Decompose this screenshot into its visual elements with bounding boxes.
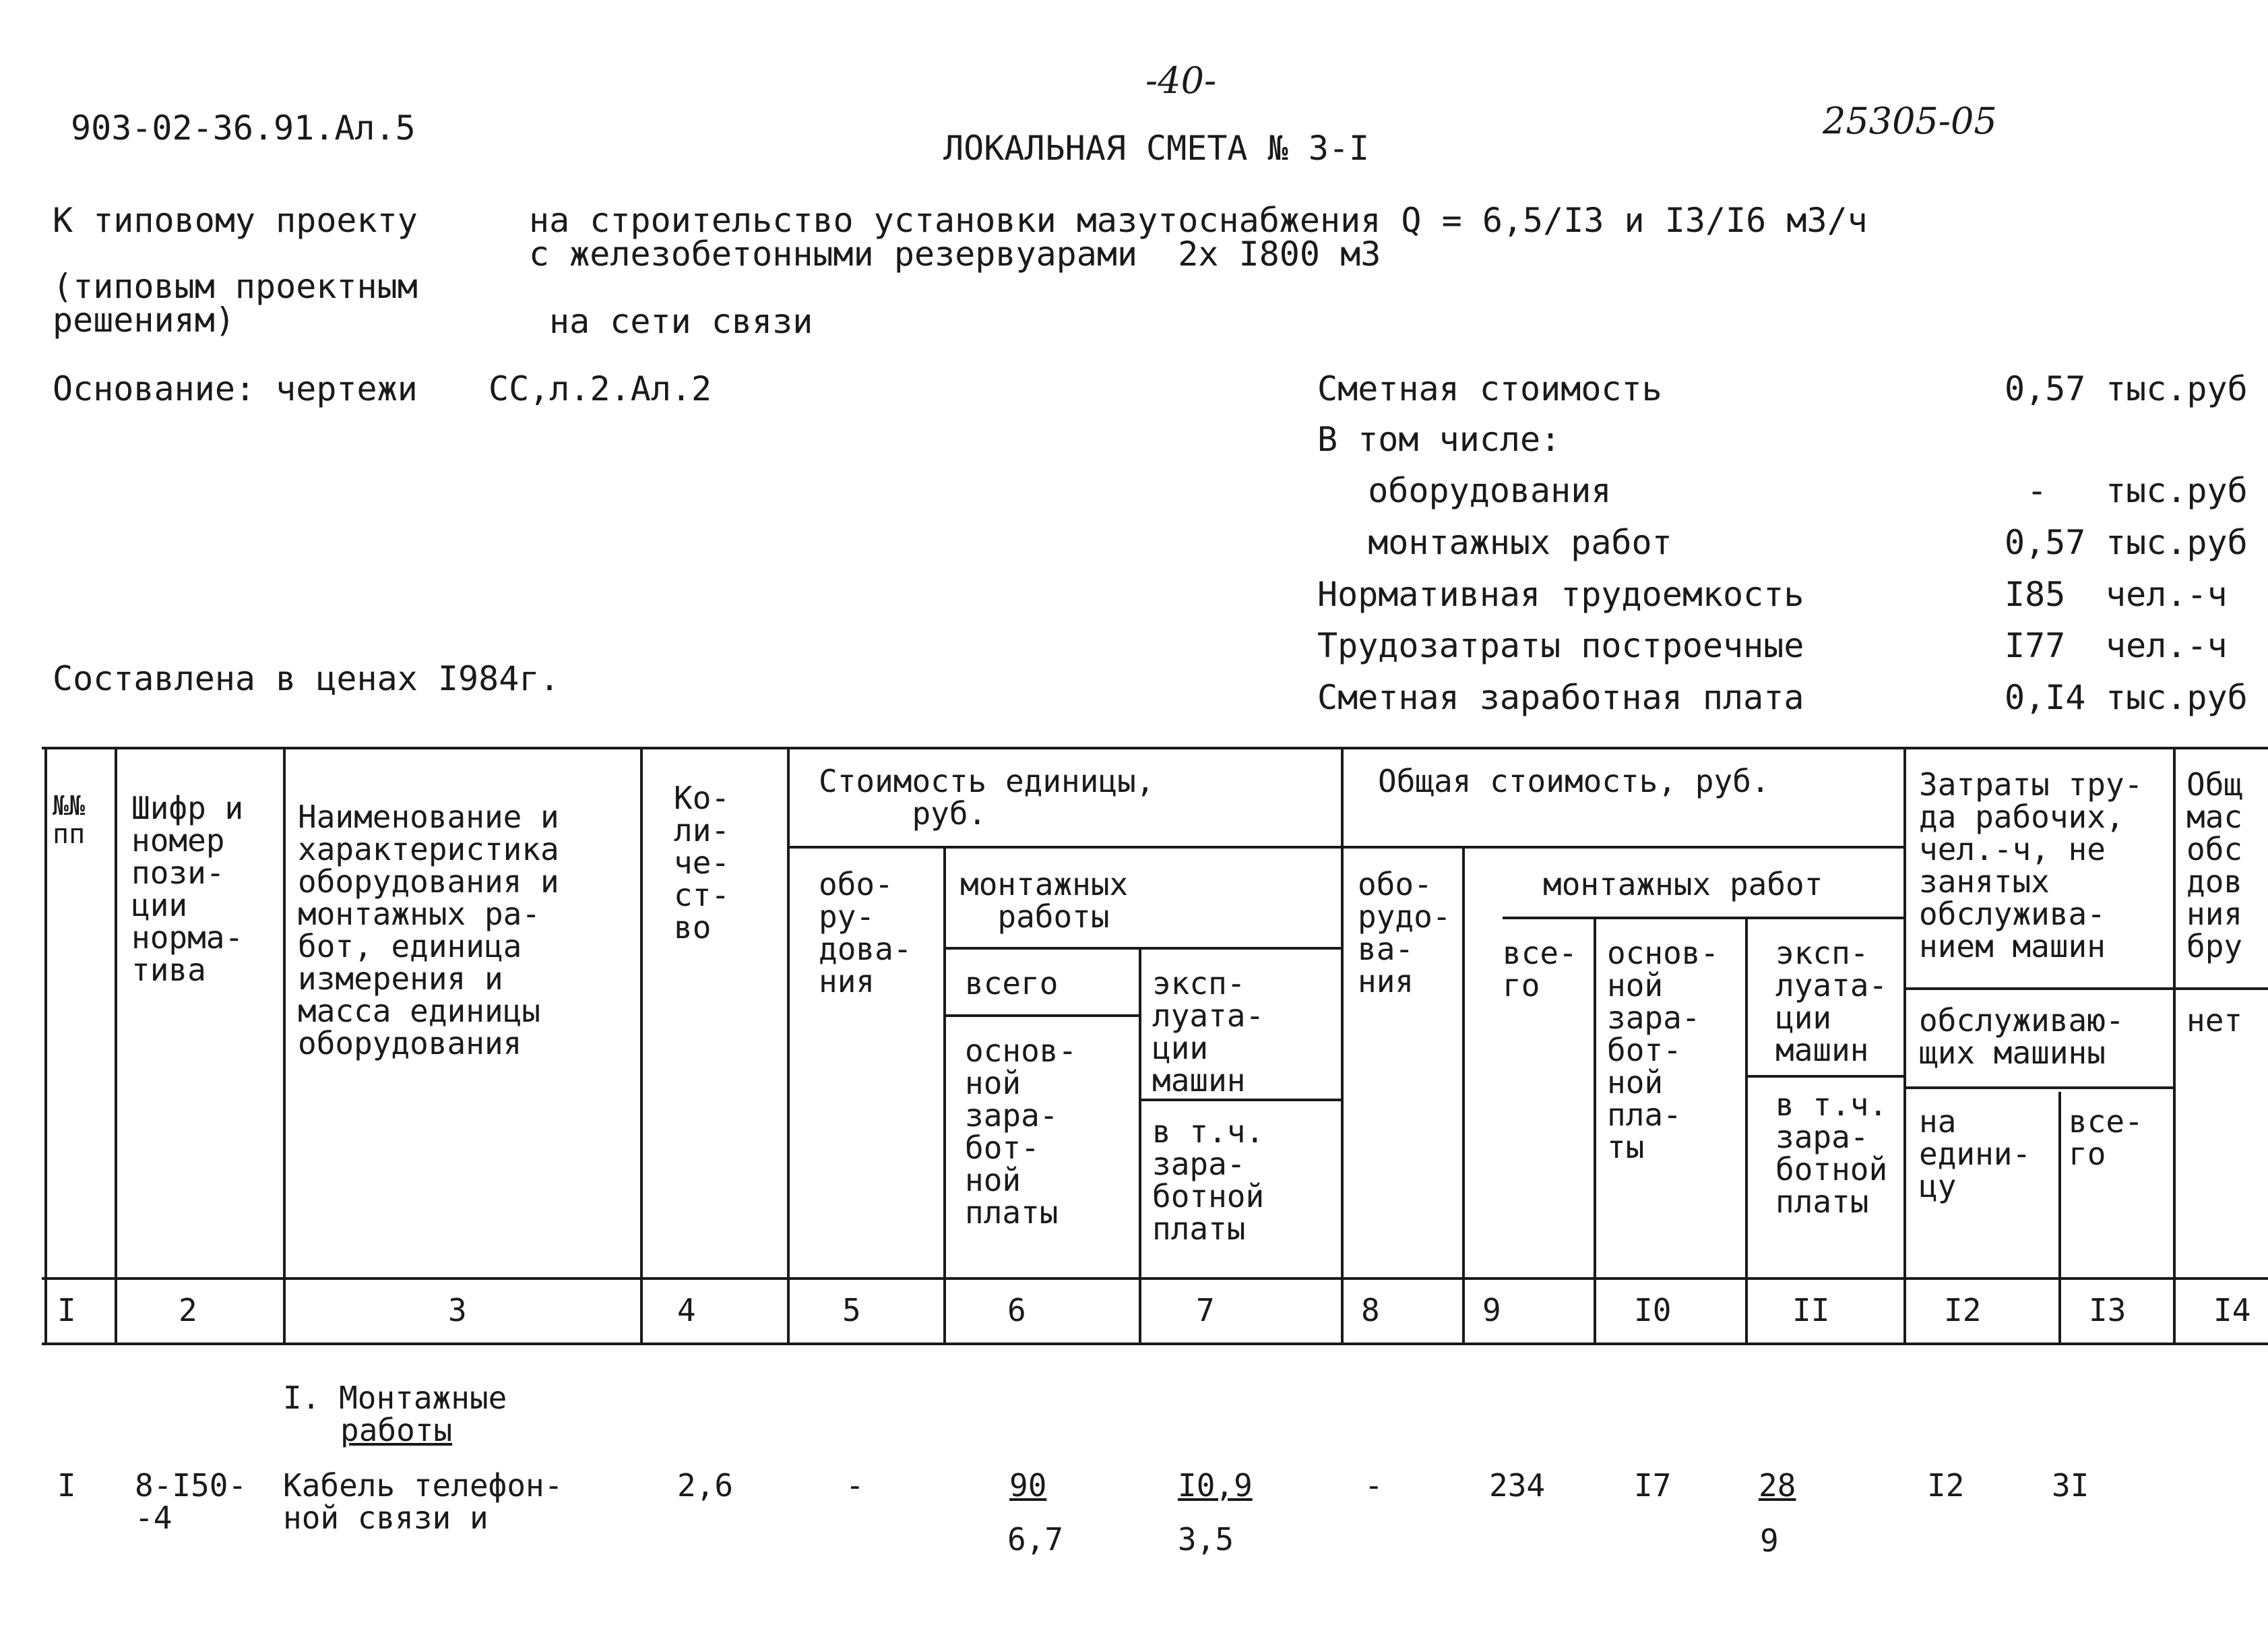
page-number: -40- [1145, 59, 1217, 102]
v-divider [44, 747, 47, 1345]
header-labor: Затраты тру- да рабочих, чел.-ч, не занятых обслужива- нием машин [1919, 766, 2143, 964]
header-c5: обо- ру- дова- ния [819, 866, 912, 999]
summary-unit: тыс.руб [2106, 523, 2248, 562]
summary-value: - [2027, 471, 2048, 510]
document-title: ЛОКАЛЬНАЯ СМЕТА № 3-I [943, 129, 1370, 168]
v-divider [1341, 747, 1344, 1345]
v-divider [1594, 917, 1596, 1345]
prices-note: Составлена в ценах I984г. [53, 659, 560, 698]
h-divider [1903, 1086, 2173, 1089]
basis-value: СС,л.2.Ал.2 [489, 369, 712, 408]
header-code: Шифр и номер пози- ции норма- тива [131, 790, 244, 988]
header-c12: на едини- цу [1919, 1103, 2031, 1204]
header-c6-bottom: основ- ной зара- бот- ной платы [965, 1033, 1077, 1231]
header-c11-top: эксп- луата- ции машин [1775, 935, 1888, 1068]
summary-value: 0,57 [2005, 523, 2086, 562]
summary-value: 0,57 [2005, 369, 2086, 408]
header-c6-top: всего [965, 965, 1059, 1002]
col-number: 5 [842, 1292, 861, 1328]
v-divider [2173, 747, 2176, 1345]
col-number: I2 [1944, 1292, 1982, 1328]
col-numbers-bottom-border [42, 1343, 2268, 1345]
header-qty: Ко- ли- че- ст- во [674, 780, 730, 946]
summary-value: I85 [2005, 575, 2066, 614]
row-num: I [57, 1467, 76, 1504]
doc-code: 903-02-36.91.Ал.5 [71, 109, 416, 148]
v-divider [1745, 917, 1748, 1345]
to-project-label: К типовому проекту [53, 201, 418, 240]
row-c7-sub: 3,5 [1178, 1521, 1234, 1558]
h-divider [2173, 987, 2268, 990]
header-c9: все- го [1503, 935, 1577, 1004]
row-c6-sub: 6,7 [1007, 1521, 1064, 1558]
header-labor-sub: обслуживаю- щих машины [1919, 1002, 2124, 1071]
v-divider [115, 747, 117, 1345]
summary-unit: тыс.руб [2106, 369, 2248, 408]
header-c14-sub: нет [2186, 1002, 2243, 1039]
v-divider [640, 747, 643, 1345]
row-c11-sub: 9 [1760, 1522, 1779, 1559]
summary-unit: чел.-ч [2106, 575, 2228, 614]
row-c7: I0,9 [1178, 1467, 1253, 1504]
col-number: 7 [1196, 1292, 1215, 1328]
object-line-2: с железобетонными резервуарами 2х I800 м3 [529, 235, 1381, 274]
header-c7-bottom: в т.ч. зара- ботной платы [1152, 1113, 1265, 1247]
summary-unit: чел.-ч [2106, 626, 2228, 665]
header-c8: обо- рудо- ва- ния [1358, 866, 1451, 999]
v-divider [1139, 947, 1141, 1345]
v-divider [787, 747, 790, 1345]
summary-label: монтажных работ [1327, 523, 1672, 562]
section-title-2: работы [340, 1412, 453, 1448]
header-c7-top: эксп- луата- ции машин [1152, 965, 1265, 1099]
summary-unit: тыс.руб [2106, 471, 2248, 510]
col-number: I [57, 1292, 76, 1328]
summary-value: 0,I4 [2005, 678, 2086, 717]
v-divider [283, 747, 286, 1345]
table-top-border [42, 747, 2268, 749]
summary-label: В том числе: [1317, 420, 1561, 459]
basis-label: Основание: чертежи [53, 369, 418, 408]
section-title: I. Монтажные [283, 1380, 507, 1416]
header-unit-cost: Стоимость единицы, руб. [819, 763, 1155, 832]
v-divider [943, 846, 946, 1345]
row-c10: I7 [1634, 1467, 1672, 1504]
col-number: I3 [2089, 1292, 2127, 1328]
h-divider [1139, 1099, 1341, 1101]
row-c13: 3I [2052, 1467, 2089, 1504]
row-c11: 28 [1759, 1467, 1796, 1504]
summary-unit: тыс.руб [2106, 678, 2248, 717]
h-divider [1341, 846, 1903, 849]
summary-label: Сметная стоимость [1317, 369, 1662, 408]
col-numbers-top-border [42, 1277, 2268, 1280]
v-divider [2058, 1092, 2061, 1345]
col-number: 8 [1361, 1292, 1380, 1328]
header-mont-works-total: монтажных работ [1543, 866, 1823, 902]
to-project-sub: (типовым проектным решениям) [53, 267, 418, 340]
doc-code-right: 25305-05 [1823, 100, 1997, 142]
h-divider [943, 947, 1342, 950]
h-divider [943, 1014, 1139, 1017]
row-c6: 90 [1009, 1467, 1047, 1504]
object-line-3: на сети связи [549, 302, 813, 341]
summary-label: Нормативная трудоемкость [1317, 575, 1804, 614]
row-name: Кабель телефон- ной связи и [283, 1467, 563, 1536]
v-divider [1462, 846, 1465, 1345]
col-number: 9 [1482, 1292, 1501, 1328]
h-divider [1745, 1075, 1905, 1078]
header-num: №№ пп [53, 791, 86, 850]
h-divider [1503, 917, 1905, 919]
v-divider [1903, 747, 1906, 1345]
row-c9: 234 [1489, 1467, 1546, 1504]
col-number: I4 [2213, 1292, 2251, 1328]
row-c12: I2 [1927, 1467, 1965, 1504]
col-number: II [1792, 1292, 1830, 1328]
header-c10: основ- ной зара- бот- ной пла- ты [1607, 935, 1720, 1165]
col-number: 3 [448, 1292, 467, 1328]
row-c5: - [846, 1467, 864, 1504]
header-c11-bottom: в т.ч. зара- ботной платы [1775, 1086, 1888, 1220]
col-number: 6 [1007, 1292, 1026, 1328]
summary-label: оборудования [1327, 471, 1612, 510]
col-number: 4 [677, 1292, 696, 1328]
col-number: 2 [179, 1292, 197, 1328]
header-c14-top: Общ мас обс дов ния бру [2186, 766, 2243, 964]
header-total-cost: Общая стоимость, руб. [1378, 763, 1770, 799]
h-divider [788, 846, 1341, 849]
header-c13: все- го [2069, 1103, 2143, 1172]
header-mont-work: монтажных работы [960, 866, 1129, 935]
col-number: I0 [1634, 1292, 1672, 1328]
summary-label: Трудозатраты построечные [1317, 626, 1804, 665]
summary-label: Сметная заработная плата [1317, 678, 1804, 717]
row-c8: - [1364, 1467, 1383, 1504]
object-line-1: на строительство установки мазутоснабжения Q = 6,5/I3 и I3/I6 м3/ч [529, 201, 1868, 240]
row-qty: 2,6 [677, 1467, 734, 1504]
row-code: 8-I50- -4 [135, 1467, 247, 1536]
header-name: Наименование и характеристика оборудования и монтажных ра- бот, единица измерения и масса единицы оборудования [298, 799, 559, 1061]
h-divider [1903, 987, 2173, 990]
summary-value: I77 [2005, 626, 2066, 665]
